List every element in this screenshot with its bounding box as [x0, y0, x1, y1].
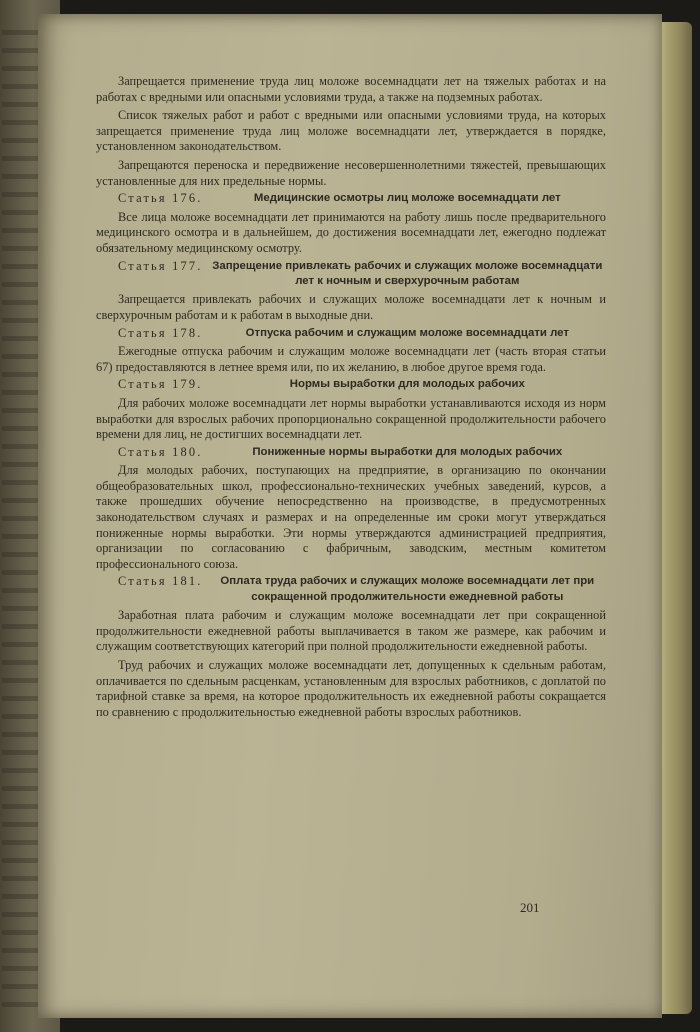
- article-heading: [96, 445, 606, 461]
- article-number: Статья 178.: [118, 325, 203, 340]
- article-heading: [96, 191, 606, 207]
- article-number: Статья 181.: [118, 574, 203, 589]
- article-title: Запрещение привлекать рабочих и служащих моложе восемнадцати лет к ночным и сверхурочным работам: [212, 259, 603, 287]
- page-text: [96, 74, 606, 720]
- page-number: 201: [520, 900, 540, 915]
- article-title: Нормы выработки для молодых рабочих: [289, 378, 525, 391]
- paragraph: Труд рабочих и служащих моложе восемнадцати лет, допущенных к сдельным работам, оплачивается по сдельным расценкам, установленным для взрослых работников, с доплатой по тарифной ставке за время, на которое продолжительность их ежедневной работы сокращается по сравнению с продолжительностью ежедневной работы взрослых работников.: [96, 658, 606, 719]
- article-title: Медицинские осмотры лиц моложе восемнадцати лет: [253, 192, 561, 205]
- article-heading: [96, 326, 606, 342]
- paragraph: Ежегодные отпуска рабочим и служащим моложе восемнадцати лет (часть вторая статьи 67) предоставляются в летнее время или, по их желанию, в любое другое время года.: [96, 344, 606, 374]
- article-number: Статья 176.: [118, 191, 203, 206]
- article-number: Статья 179.: [118, 377, 203, 392]
- article-heading: [96, 574, 606, 605]
- paragraph: Запрещается привлекать рабочих и служащих моложе восемнадцати лет к ночным и сверхурочным работам и к работам в выходные дни.: [96, 292, 606, 322]
- paragraph: Для рабочих моложе восемнадцати лет нормы выработки устанавливаются исходя из норм выработки для взрослых рабочих пропорционально сокращенной продолжительности рабочего времени для лиц, не достигших восемнадцати лет.: [96, 395, 606, 442]
- article-title: Оплата труда рабочих и служащих моложе восемнадцати лет при сокращенной продолжительности ежедневной работы: [220, 575, 595, 603]
- paragraph: Заработная плата рабочим и служащим моложе восемнадцати лет при сокращенной продолжительности ежедневной работы выплачивается в таком же размере, как рабочим и служащим соответствующих категорий при полной продолжительности ежедневной работы.: [96, 608, 606, 654]
- paragraph: Список тяжелых работ и работ с вредными или опасными условиями труда, на которых запрещается применение труда лиц моложе восемнадцати лет, утверждается в порядке, установленном законодательством.: [96, 108, 606, 154]
- paragraph: Запрещаются переноска и передвижение несовершеннолетними тяжестей, превышающих установленные для них предельные нормы.: [96, 157, 606, 188]
- article-title: Пониженные нормы выработки для молодых рабочих: [252, 445, 563, 458]
- article-number: Статья 180.: [118, 444, 203, 459]
- paragraph: Все лица моложе восемнадцати лет принимаются на работу лишь после предварительного медицинского осмотра и в дальнейшем, до достижения восемнадцати лет, ежегодно подлежат обязательному медицинскому осмотру.: [96, 209, 606, 255]
- paragraph: Для молодых рабочих, поступающих на предприятие, в организацию по окончании общеобразовательных школ, профессионально-технических учебных заведений, курсов, а также прошедших обучение непосредственно на производстве, в предусмотренных законодательством случаях и размерах и на определенные им сроки могут утверждаться пониженные нормы выработки. Эти нормы утверждаются администрацией предприятия, организации по согласованию с фабричным, заводским, местным комитетом профессионального союза.: [96, 463, 606, 571]
- article-number: Статья 177.: [118, 258, 203, 273]
- book-page: [38, 14, 662, 1018]
- paragraph: Запрещается применение труда лиц моложе восемнадцати лет на тяжелых работах и на работах с вредными или опасными условиями труда, а также на подземных работах.: [96, 74, 606, 104]
- article-title: Отпуска рабочим и служащим моложе восемнадцати лет: [245, 326, 569, 339]
- article-heading: [96, 259, 606, 290]
- article-heading: [96, 377, 606, 393]
